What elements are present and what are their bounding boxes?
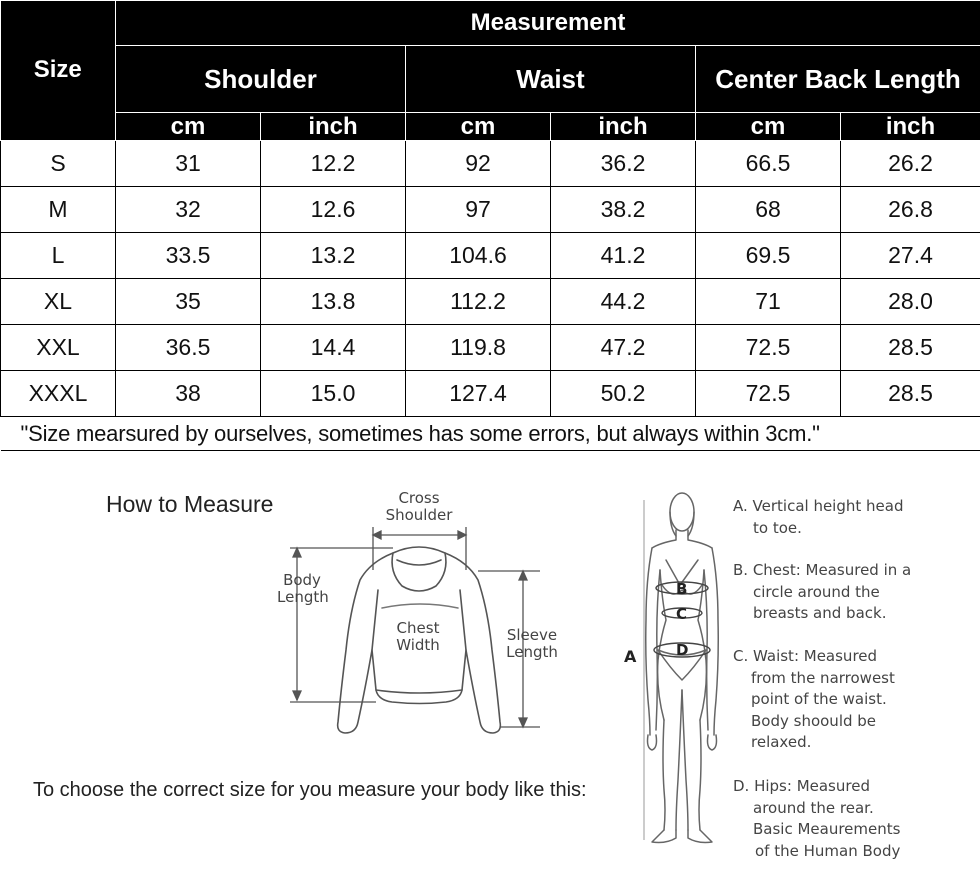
- table-cell: 26.8: [841, 187, 980, 233]
- how-to-measure-title: How to Measure: [106, 491, 274, 517]
- table-cell: 104.6: [406, 233, 551, 279]
- measurement-header: Measurement: [116, 1, 980, 46]
- table-cell: 36.5: [116, 325, 261, 371]
- table-cell: 68: [696, 187, 841, 233]
- table-cell: 33.5: [116, 233, 261, 279]
- size-cell: XL: [1, 279, 116, 325]
- table-cell: 28.0: [841, 279, 980, 325]
- table-cell: 69.5: [696, 233, 841, 279]
- table-cell: 35: [116, 279, 261, 325]
- size-cell: XXL: [1, 325, 116, 371]
- chest-width-label: Chest Width: [396, 619, 440, 654]
- table-cell: 12.2: [261, 141, 406, 187]
- table-cell: 66.5: [696, 141, 841, 187]
- cross-shoulder-label: Cross Shoulder: [385, 489, 453, 524]
- sleeve-length-label: Sleeve Length: [506, 626, 558, 661]
- table-cell: 72.5: [696, 325, 841, 371]
- figure-label-d: D: [676, 641, 689, 659]
- unit-header: inch: [551, 113, 696, 141]
- note-b: B. Chest: Measured in a circle around the breasts and back.: [733, 561, 912, 622]
- table-cell: 14.4: [261, 325, 406, 371]
- table-cell: 72.5: [696, 371, 841, 417]
- body-length-label: Body Length: [277, 571, 329, 606]
- table-cell: 13.2: [261, 233, 406, 279]
- figure-label-c: C: [676, 605, 688, 623]
- figure-label-b: B: [676, 580, 688, 598]
- table-cell: 47.2: [551, 325, 696, 371]
- shoulder-header: Shoulder: [116, 46, 406, 113]
- measure-instruction: To choose the correct size for you measure your body like this:: [33, 779, 587, 801]
- table-cell: 12.6: [261, 187, 406, 233]
- table-cell: 44.2: [551, 279, 696, 325]
- table-cell: 15.0: [261, 371, 406, 417]
- table-cell: 119.8: [406, 325, 551, 371]
- table-cell: 50.2: [551, 371, 696, 417]
- note-d: D. Hips: Measured around the rear. Basic Meaurements of the Human Body: [733, 777, 901, 860]
- table-cell: 92: [406, 141, 551, 187]
- table-cell: 71: [696, 279, 841, 325]
- unit-header: inch: [841, 113, 980, 141]
- note-c: C. Waist: Measured from the narrowest point of the waist. Body shoould be relaxed.: [733, 647, 895, 751]
- waist-header: Waist: [406, 46, 696, 113]
- table-cell: 127.4: [406, 371, 551, 417]
- unit-header: cm: [116, 113, 261, 141]
- unit-header: cm: [406, 113, 551, 141]
- table-cell: 28.5: [841, 371, 980, 417]
- table-cell: 27.4: [841, 233, 980, 279]
- size-cell: M: [1, 187, 116, 233]
- table-cell: 38.2: [551, 187, 696, 233]
- table-cell: 112.2: [406, 279, 551, 325]
- center-back-length-header: Center Back Length: [696, 46, 980, 113]
- body-figure-illustration: [646, 493, 719, 843]
- table-cell: 38: [116, 371, 261, 417]
- figure-label-a: A: [624, 647, 637, 666]
- measurement-note: "Size mearsured by ourselves, sometimes has some errors, but always within 3cm.": [1, 417, 980, 451]
- table-cell: 26.2: [841, 141, 980, 187]
- size-cell: L: [1, 233, 116, 279]
- table-cell: 31: [116, 141, 261, 187]
- note-a: A. Vertical height head to toe.: [733, 497, 904, 537]
- table-cell: 97: [406, 187, 551, 233]
- table-cell: 41.2: [551, 233, 696, 279]
- size-cell: XXXL: [1, 371, 116, 417]
- table-cell: 28.5: [841, 325, 980, 371]
- size-cell: S: [1, 141, 116, 187]
- size-header: Size: [1, 1, 116, 141]
- table-cell: 32: [116, 187, 261, 233]
- table-cell: 13.8: [261, 279, 406, 325]
- unit-header: inch: [261, 113, 406, 141]
- unit-header: cm: [696, 113, 841, 141]
- table-cell: 36.2: [551, 141, 696, 187]
